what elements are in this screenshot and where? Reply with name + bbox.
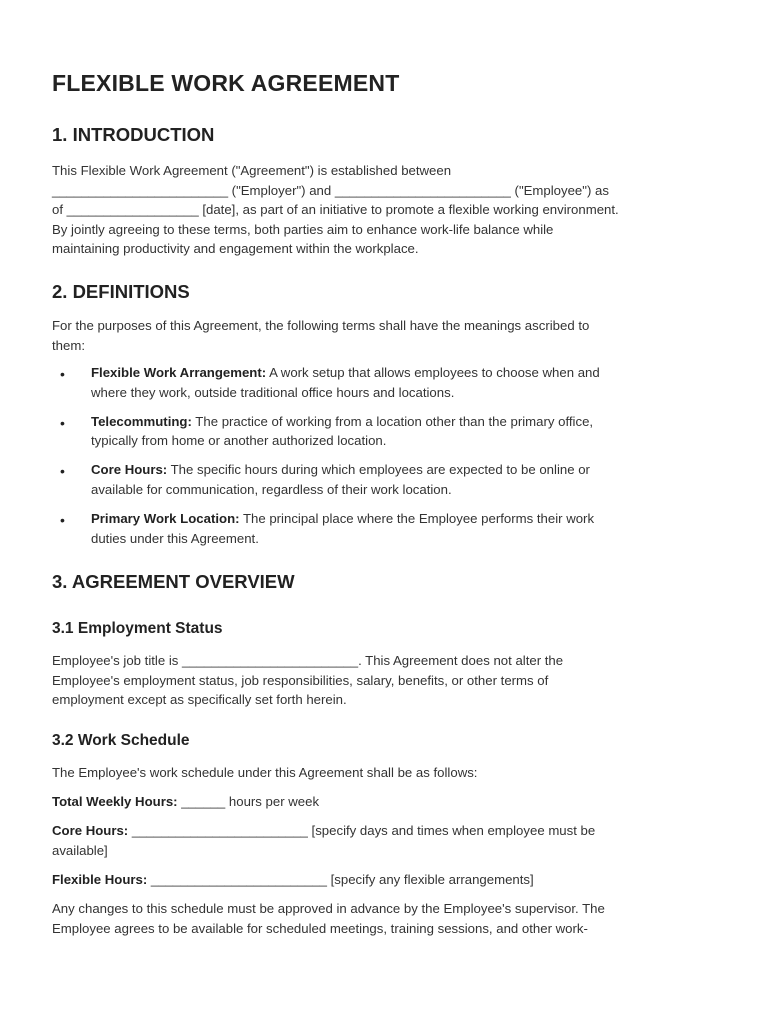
definition-text: A work setup that allows employees to choose when and bbox=[266, 365, 600, 380]
definition-text: typically from home or another authorized location. bbox=[91, 433, 387, 449]
field-value: available] bbox=[52, 842, 108, 858]
definition-term: Primary Work Location: bbox=[91, 511, 240, 527]
bullet-icon: • bbox=[60, 414, 65, 431]
list-item bbox=[52, 412, 722, 461]
definition-text: where they work, outside traditional office hours and locations. bbox=[91, 384, 455, 400]
paragraph-line: Employee agrees to be available for scheduled meetings, training sessions, and other work- bbox=[52, 920, 588, 936]
list-item bbox=[52, 460, 722, 509]
list-item bbox=[52, 509, 722, 558]
document-title: FLEXIBLE WORK AGREEMENT bbox=[52, 70, 400, 96]
definition-term: Telecommuting: bbox=[91, 413, 192, 429]
core-hours bbox=[52, 821, 722, 860]
employment-status-paragraph bbox=[52, 651, 722, 710]
definitions-intro bbox=[52, 316, 722, 355]
definition-text: The specific hours during which employees are expected to be online or bbox=[167, 462, 590, 478]
paragraph-line: maintaining productivity and engagement within the workplace. bbox=[52, 241, 419, 257]
field-label: Total Weekly Hours: bbox=[52, 794, 178, 809]
work-schedule-intro bbox=[52, 763, 722, 783]
section-heading-introduction: 1. INTRODUCTION bbox=[52, 124, 215, 145]
bullet-icon: • bbox=[60, 366, 65, 382]
total-weekly-hours bbox=[52, 792, 722, 812]
paragraph-line: Employee's job title is ________________________. This Agreement does not alter the bbox=[52, 653, 564, 668]
paragraph-line: By jointly agreeing to these terms, both parties aim to enhance work-life balance while bbox=[52, 221, 554, 237]
field-label: Core Hours: bbox=[52, 823, 129, 838]
list-item bbox=[52, 363, 722, 412]
definition-term: Core Hours: bbox=[91, 462, 168, 478]
schedule-changes-paragraph bbox=[52, 899, 722, 938]
introduction-paragraph bbox=[52, 161, 722, 259]
field-value: ________________________ [specify days and times when employee must be bbox=[128, 823, 596, 838]
paragraph-line: This Flexible Work Agreement ("Agreement") is established between bbox=[52, 163, 452, 178]
section-heading-agreement-overview: 3. AGREEMENT OVERVIEW bbox=[52, 571, 295, 592]
flexible-hours bbox=[52, 870, 722, 890]
definition-text: available for communication, regardless of their work location. bbox=[91, 481, 452, 497]
paragraph-line: them: bbox=[52, 337, 85, 353]
subsection-heading-employment-status: 3.1 Employment Status bbox=[52, 620, 223, 637]
bullet-icon: • bbox=[60, 463, 65, 480]
bullet-icon: • bbox=[60, 512, 65, 529]
definition-term: Flexible Work Arrangement: bbox=[91, 365, 267, 380]
paragraph-line: For the purposes of this Agreement, the following terms shall have the meanings ascribed to bbox=[52, 318, 590, 333]
definitions-list bbox=[52, 363, 722, 558]
paragraph-line: of __________________ [date], as part of an initiative to promote a flexible working environment. bbox=[52, 202, 619, 218]
field-value: ________________________ [specify any flexible arrangements] bbox=[147, 872, 534, 887]
paragraph-line: ________________________ ("Employer") and ________________________ ("Employee") as bbox=[52, 182, 609, 198]
section-heading-definitions: 2. DEFINITIONS bbox=[52, 281, 190, 302]
field-label: Flexible Hours: bbox=[52, 872, 148, 887]
definition-text: The practice of working from a location other than the primary office, bbox=[191, 413, 594, 429]
paragraph-line: The Employee's work schedule under this Agreement shall be as follows: bbox=[52, 765, 478, 780]
paragraph-line: Any changes to this schedule must be approved in advance by the Employee's supervisor. The bbox=[52, 901, 605, 916]
field-value: ______ hours per week bbox=[177, 794, 320, 809]
definition-text: duties under this Agreement. bbox=[91, 530, 259, 546]
paragraph-line: Employee's employment status, job responsibilities, salary, benefits, or other terms of bbox=[52, 672, 549, 688]
paragraph-line: employment except as specifically set forth herein. bbox=[52, 692, 347, 708]
subsection-heading-work-schedule: 3.2 Work Schedule bbox=[52, 732, 190, 749]
definition-text: The principal place where the Employee performs their work bbox=[239, 511, 595, 527]
